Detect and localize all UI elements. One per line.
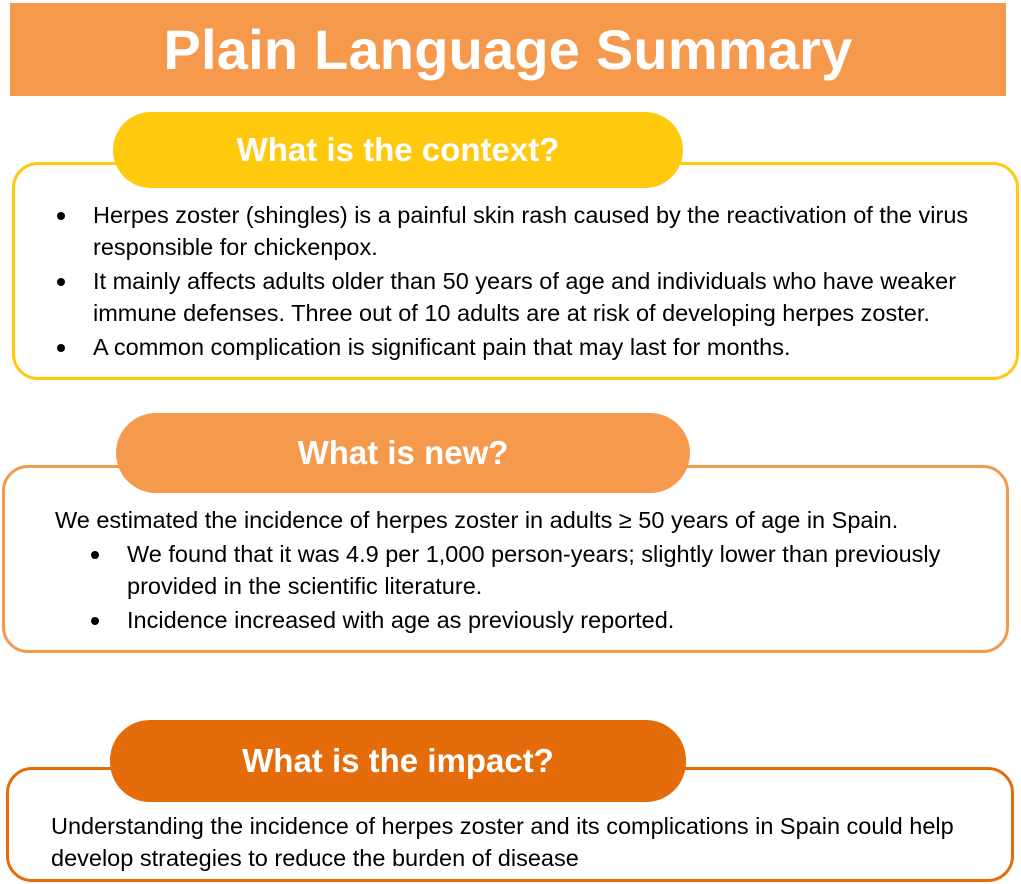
page-title: Plain Language Summary (163, 18, 853, 81)
context-heading-pill (113, 112, 683, 188)
list-item: A common complication is significant pain that may last for months. (57, 331, 1002, 363)
impact-heading-pill (110, 720, 686, 802)
title-banner (10, 3, 1006, 96)
bullet-icon (91, 617, 99, 625)
context-box (12, 162, 1019, 380)
context-heading: What is the context? (236, 131, 560, 168)
new-box (2, 465, 1009, 653)
list-item: We found that it was 4.9 per 1,000 person-years; slightly lower than previously provided in the scientific literature. (91, 538, 996, 602)
new-intro: We estimated the incidence of herpes zoster in adults ≥ 50 years of age in Spain. (55, 507, 899, 533)
new-heading: What is new? (297, 434, 509, 471)
list-item: It mainly affects adults older than 50 years of age and individuals who have weaker immune defenses. Three out of 10 adults are at risk of developing herpes zoster. (57, 265, 1002, 329)
list-item: Incidence increased with age as previously reported. (91, 604, 996, 636)
new-bullet-list (91, 538, 996, 638)
list-item: Herpes zoster (shingles) is a painful skin rash caused by the reactivation of the virus responsible for chickenpox. (57, 199, 1002, 263)
bullet-icon (57, 344, 65, 352)
context-bullet-list (57, 199, 1002, 365)
impact-text: Understanding the incidence of herpes zoster and its complications in Spain could help develop strategies to reduce the burden of disease (51, 813, 954, 871)
bullet-icon (57, 278, 65, 286)
bullet-icon (57, 212, 65, 220)
bullet-icon (91, 551, 99, 559)
impact-heading: What is the impact? (242, 742, 554, 779)
new-heading-pill (116, 413, 690, 493)
